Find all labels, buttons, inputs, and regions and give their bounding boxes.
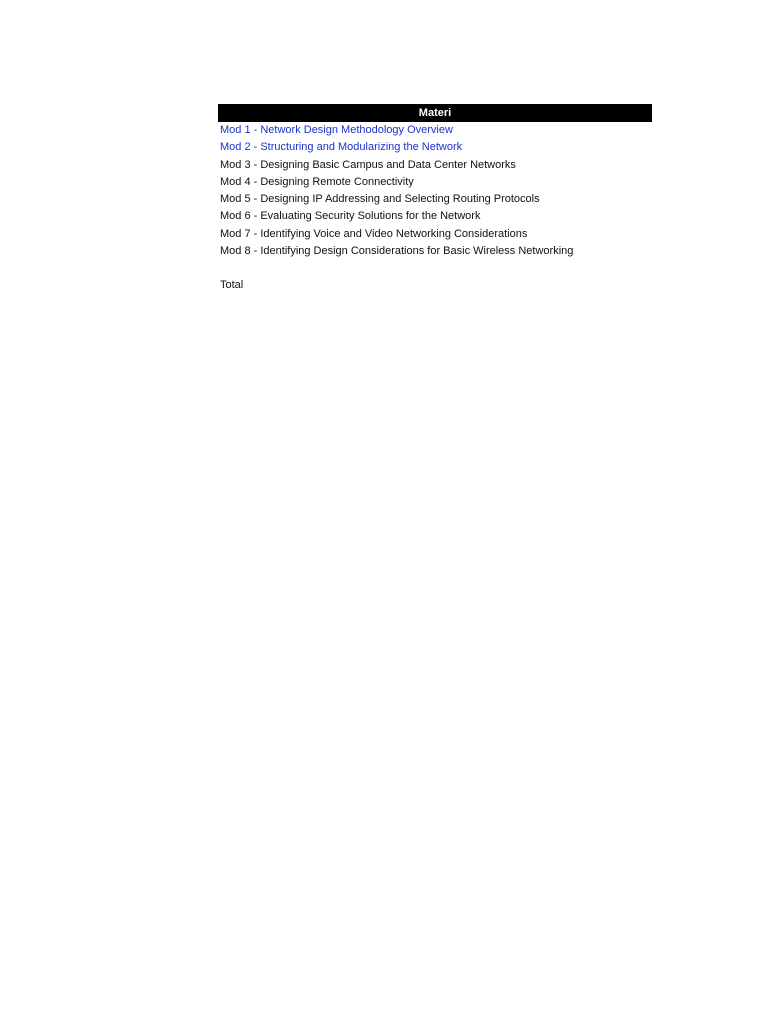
column-header-materi: Materi (218, 104, 652, 122)
module-row-6: Mod 6 - Evaluating Security Solutions for the Network (220, 210, 481, 223)
empty-row (218, 260, 652, 277)
total-label: Total (220, 279, 244, 292)
module-row-7: Mod 7 - Identifying Voice and Video Networking Considerations (220, 227, 528, 240)
module-row-3: Mod 3 - Designing Basic Campus and Data Center Networks (220, 158, 516, 171)
module-row-5: Mod 5 - Designing IP Addressing and Selecting Routing Protocols (220, 193, 540, 206)
module-row-4: Mod 4 - Designing Remote Connectivity (220, 175, 414, 188)
module-link-2[interactable]: Mod 2 - Structuring and Modularizing the Network (220, 141, 463, 154)
materi-table (218, 104, 652, 295)
module-row-8: Mod 8 - Identifying Design Considerations for Basic Wireless Networking (220, 245, 574, 258)
module-link-1[interactable]: Mod 1 - Network Design Methodology Overview (220, 124, 453, 136)
